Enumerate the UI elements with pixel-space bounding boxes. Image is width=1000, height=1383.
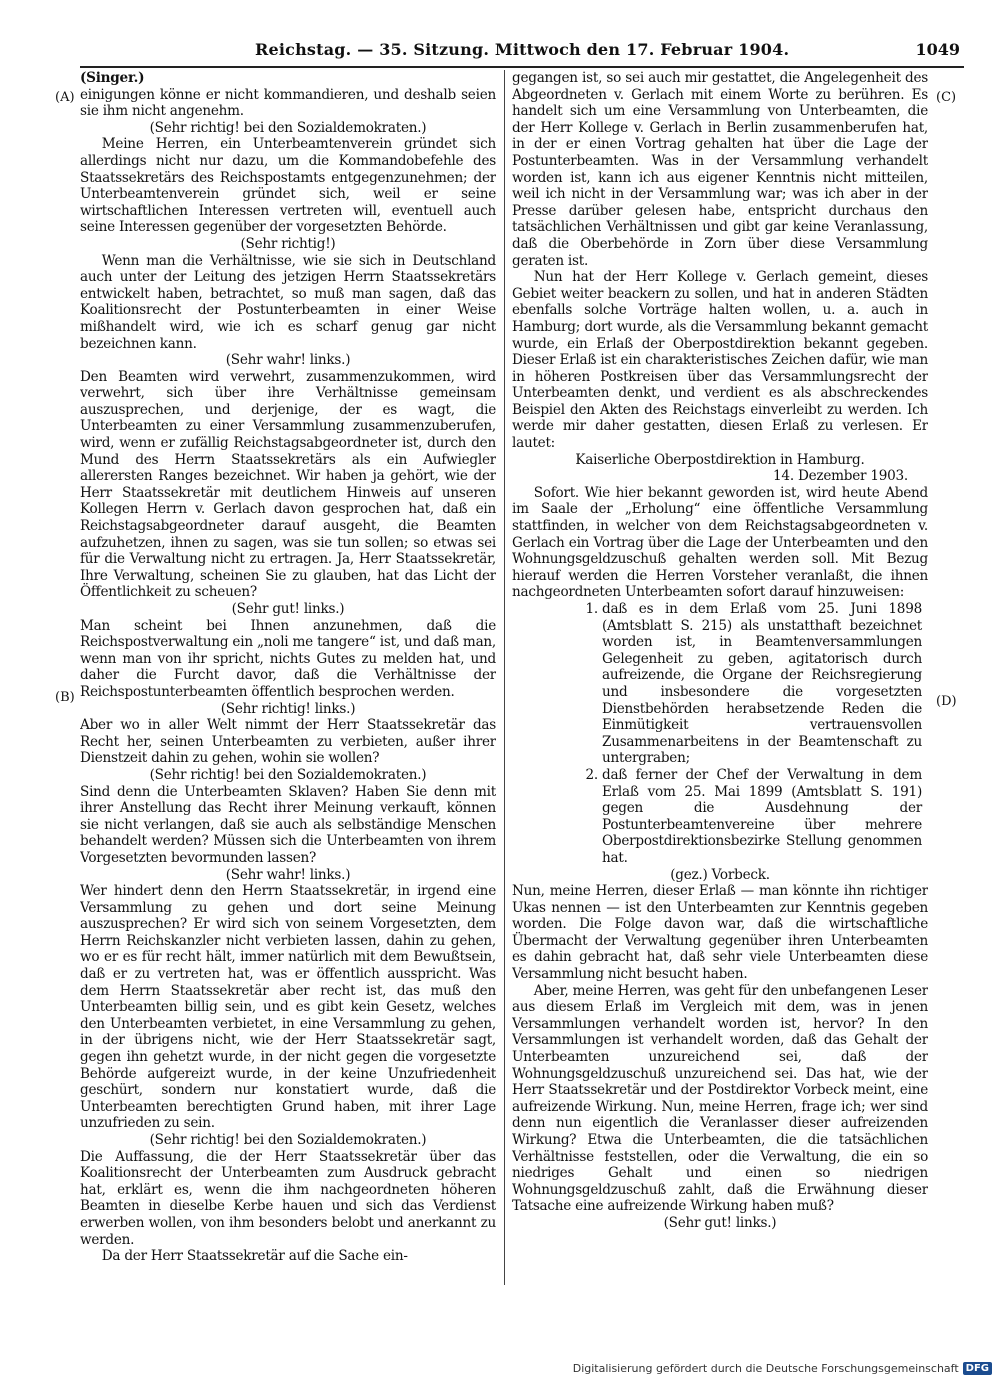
header-rule xyxy=(80,66,964,68)
interjection: (Sehr richtig! bei den Sozialdemokraten.) xyxy=(149,119,427,136)
paragraph: Sofort. Wie hier bekannt geworden ist, wird heute Abend im Saale der „Erholung“ eine öffentliche Versammlung stattfinden, in welcher von dem Reichstagsabgeordneten v. Gerlach ein Vortrag über die Lage der Unterbeamten und den Wohnungsgeldzuschuß gehalten werden soll. Mit Bezug hierauf werden die Herren Vorsteher veranlaßt, die ihnen nachgeordneten Unterbeamten sofort darauf hinzuweisen: xyxy=(512,484,928,601)
paragraph: Wenn man die Verhältnisse, wie sie sich in Deutschland auch unter der Leitung des jetzigen Herrn Staatssekretärs entwickelt haben, betrachtet, so muß man sagen, daß das Koalitionsrecht der Postunterbeamten in einer Weise mißhandelt wird, wie ich es scharf genug gar nicht bezeichnen kann. xyxy=(80,252,496,352)
interjection: (Sehr richtig!) xyxy=(240,235,336,252)
paragraph: Den Beamten wird verwehrt, zusammenzukommen, wird verwehrt, sich über ihre Verhältnisse gemeinsam auszusprechen, und derjenige, der es wagt, die Unterbeamten zu einer Versammlung zusammenzuberufen, wird, wenn er zufällig Reichstagsabgeordneter ist, durch den Mund des Herrn Staatssekretärs als ein Aufwiegler allerersten Ranges bezeichnet. Wir haben ja gehört, wie der Herr Staatssekretär mit deutlichem Hinweis auf unseren Kollegen Herrn v. Gerlach davon gesprochen hat, daß ein Reichstagsabgeordneter darauf ausgeht, die Beamten aufzuhetzen, ihnen zu sagen, was sie tun sollen; so etwas sei für die Verwaltung nicht zu ertragen. Ja, Herr Staatssekretär, Ihre Verwaltung, scheinen Sie zu glauben, hat das Licht der Öffentlichkeit zu scheuen? xyxy=(80,368,496,601)
paragraph: Sind denn die Unterbeamten Sklaven? Haben Sie denn mit ihrer Anstellung das Recht ihrer Meinung verkauft, können sie nicht verlangen, daß sie auch als selbständige Menschen behandelt werden? Müssen sich die Unterbeamten von ihrem Vorgesetzten bevormunden lassen? xyxy=(80,783,496,866)
paragraph: Nun, meine Herren, dieser Erlaß — man könnte ihn richtiger Ukas nennen — ist den Unterbeamten zur Kenntnis gegeben worden. Die Folge davon war, daß die wirtschaftliche Übermacht der Verwaltung gegenüber ihren Unterbeamten es dahin gebracht hat, daß sehr viele Unterbeamten diese Versammlung nicht besucht haben. xyxy=(512,883,928,983)
paragraph: Nun hat der Herr Kollege v. Gerlach gemeint, dieses Gebiet weiter beackern zu sollen, und hat in anderen Städten ebenfalls solche Vorträge halten wollen, u. a. auch in Hamburg; dort wurde, als die Versammlung bekannt gemacht wurde, ein Erlaß der Oberpostdirektion bekannt gegeben. Dieser Erlaß ist ein charakteristisches Zeichen dafür, wie man in höheren Postkreisen über das Versammlungsrecht der Unterbeamten denkt, und verdient es als abschreckendes Beispiel den Akten des Reichstags einverleibt zu werden. Ich werde mir daher gestatten, diesen Erlaß zu verlesen. Er lautet: xyxy=(512,269,928,452)
numbered-list xyxy=(512,601,928,867)
paragraph: Aber, meine Herren, was geht für den unbefangenen Leser aus diesem Erlaß im Vergleich mit dem, was in jenen Versammlungen verhandelt worden ist, hervor? In den Versammlungen ist verhandelt worden, daß das Gehalt der Unterbeamten unzureichend sei, daß der Wohnungsgeldzuschuß unzureichend sei. Das hat, wie der Herr Staatssekretär und der Postdirektor Vorbeck meint, eine aufreizende Wirkung. Nun, meine Herren, frage ich; wer sind denn nun eigentlich die Veranlasser dieser aufreizenden Wirkung? Etwa die Unterbeamten, die die tatsächlichen Verhältnisse feststellen, oder die Verwaltung, die ein so niedriges Gehalt und einen so niedrigen Wohnungsgeldzuschuß zahlt, daß die Erwähnung dieser Tatsache eine aufreizende Wirkung haben muß? xyxy=(512,982,928,1215)
paragraph: Da der Herr Staatssekretär auf die Sache ein- xyxy=(101,1248,408,1265)
interjection: (Sehr wahr! links.) xyxy=(225,866,351,883)
date-line: 14. Dezember 1903. xyxy=(773,468,908,485)
footer xyxy=(573,1362,992,1375)
margin-marker-b: (B) xyxy=(55,690,75,705)
page-number: 1049 xyxy=(915,40,960,59)
dfg-logo: DFG xyxy=(963,1362,992,1375)
interjection: (Sehr gut! links.) xyxy=(231,601,345,617)
paragraph: Wer hindert denn den Herrn Staatssekretär, in irgend eine Versammlung zu gehen und dort seine Meinung auszusprechen? Er wird sich von seinem Vorgesetzten, dem Herrn Reichskanzler nicht verbieten lassen, dahin zu gehen, wo er es für recht hält, immer natürlich mit dem Bewußtsein, daß er zu vertreten hat, was er öffentlich ausspricht. Was dem Herrn Staatssekretär aber recht ist, das muß den Unterbeamten billig sein, und es gibt kein Gesetz, welches den Unterbeamten verbietet, in eine Versammlung zu gehen, in der übrigens nicht, wie der Herr Staatssekretär sagt, gegen ihn gehetzt wurde, in der nicht gegen die vorgesetzte Behörde aufgereizt wurde, in der keine Unzufriedenheit geschürt, sondern nur konstatiert wurde, daß die Unterbeamten berechtigten Grund haben, mit ihrer Lage unzufrieden zu sein. xyxy=(80,883,496,1132)
page-header: Reichstag. — 35. Sitzung. Mittwoch den 17. Februar 1904. xyxy=(255,40,790,59)
paragraph: Aber wo in aller Welt nimmt der Herr Staatssekretär das Recht her, seinen Unterbeamten zu verbieten, außer ihrer Dienstzeit dahin zu gehen, wohin sie wollen? xyxy=(80,717,496,767)
interjection: (gez.) Vorbeck. xyxy=(670,866,770,883)
interjection: (Sehr richtig! bei den Sozialdemokraten.) xyxy=(149,1132,427,1148)
left-column xyxy=(80,70,496,1295)
interjection: (Sehr richtig! links.) xyxy=(220,700,356,717)
column-divider xyxy=(504,70,505,1285)
speaker-name: (Singer.) xyxy=(80,70,145,86)
paragraph: Meine Herren, ein Unterbeamtenverein gründet sich allerdings nicht nur dazu, um die Kommandobefehle des Staatssekretärs des Reichspostamts entgegenzunehmen; der Unterbeamtenverein gründet sich, weil er seine wirtschaftlichen Interessen vertreten will, eventuell auch seine Interessen gegenüber der vorgesetzten Behörde. xyxy=(80,136,496,236)
footer-text: Digitalisierung gefördert durch die Deutsche Forschungsgemeinschaft xyxy=(572,1362,959,1375)
interjection: Kaiserliche Oberpostdirektion in Hamburg. xyxy=(575,451,865,468)
margin-marker-c: (C) xyxy=(936,90,957,105)
list-item: 2. daß ferner der Chef der Verwaltung in dem Erlaß vom 25. Mai 1899 (Amtsblatt S. 191) gegen die Ausdehnung der Postunterbeamtenvereine über mehrere Oberpostdirektionsbezirke Stellung genommen hat. xyxy=(602,767,922,867)
list-item: 1. daß es in dem Erlaß vom 25. Juni 1898 (Amtsblatt S. 215) als unstatthaft bezeichnet worden ist, in Beamtenversammlungen Gelegenheit zu geben, agitatorisch durch aufreizende, die Organe der Reichsregierung und insbesondere die vorgesetzten Dienstbehörden herabsetzende Reden die Einmütigkeit vertrauensvollen Zusammenarbeitens in der Beamtenschaft zu untergraben; xyxy=(602,601,922,767)
interjection: (Sehr richtig! bei den Sozialdemokraten.) xyxy=(149,766,427,783)
paragraph: Die Auffassung, die der Herr Staatssekretär über das Koalitionsrecht der Unterbeamten zum Ausdruck gebracht hat, erklärt es, wenn die ihm nachgeordneten höheren Beamten in dieselbe Kerbe hauen und sich das Verdienst erwerben wollen, von ihm besonders belobt und anerkannt zu werden. xyxy=(80,1148,496,1248)
interjection: (Sehr wahr! links.) xyxy=(225,352,351,369)
interjection: (Sehr gut! links.) xyxy=(663,1214,777,1231)
margin-marker-d: (D) xyxy=(936,694,957,709)
margin-marker-a: (A) xyxy=(55,90,75,105)
paragraph: gegangen ist, so sei auch mir gestattet, die Angelegenheit des Abgeordneten v. Gerlach mit einem Worte zu berühren. Es handelt sich um eine Versammlung von Unterbeamten, die der Herr Kollege v. Gerlach in Berlin zusammenberufen hat, in der er einen Vortrag gehalten hat über die Lage der Postunterbeamten. Was in der Versammlung verhandelt worden ist, kann ich aus eigener Kenntnis nicht mitteilen, weil ich nicht in der Versammlung war; was ich aber in der Presse darüber gelesen habe, entspricht durchaus den tatsächlichen Verhältnissen und gibt gar keine Veranlassung, daß die Oberbehörde in Zorn über diese Versammlung geraten ist. xyxy=(512,70,928,269)
right-column xyxy=(512,70,928,1295)
paragraph: Man scheint bei Ihnen anzunehmen, daß die Reichspostverwaltung ein „noli me tangere“ ist, und daß man, wenn man von ihr spricht, nichts Gutes zu melden hat, und daher die Furcht davor, daß die Verhältnisse der Reichspostunterbeamten öffentlich besprochen werden. xyxy=(80,617,496,700)
paragraph: einigungen könne er nicht kommandieren, und deshalb seien sie ihm nicht angenehm. xyxy=(80,86,496,120)
